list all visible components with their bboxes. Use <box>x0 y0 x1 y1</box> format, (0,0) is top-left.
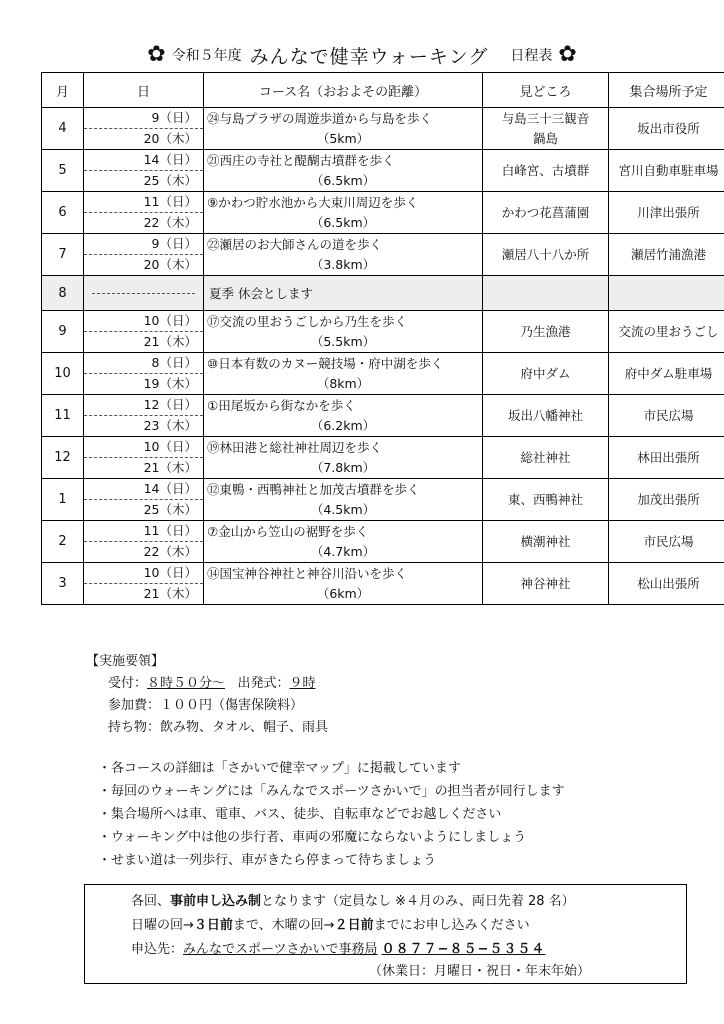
page-title <box>0 38 724 72</box>
sight-cell: 府中ダム <box>483 353 609 395</box>
course-name: ⑩日本有数のカヌー競技場・府中湖を歩く <box>207 355 444 371</box>
course-distance: （5km） <box>316 130 370 146</box>
sight-cell: 白峰宮、古墳群 <box>483 150 609 192</box>
box-text: 各回、 <box>131 894 171 909</box>
sight-cell: 横潮神社 <box>483 521 609 563</box>
table-row <box>42 521 724 563</box>
date-cell <box>84 150 204 192</box>
reception-line <box>86 673 646 695</box>
sight-cell <box>483 276 609 311</box>
place-cell: 林田出張所 <box>609 437 724 479</box>
course-cell <box>204 395 483 437</box>
flower-icon-right: ✿ <box>558 42 577 67</box>
advance-registration: 事前申し込み制 <box>170 894 262 909</box>
box-line-1 <box>131 891 575 913</box>
note-item: ・せまい道は一列歩行、車がきたら停まって待ちましょう <box>98 853 437 868</box>
box-text: 日曜の回→ <box>131 918 194 933</box>
course-cell <box>204 234 483 276</box>
course-cell <box>204 192 483 234</box>
course-cell <box>204 437 483 479</box>
course-cell <box>204 563 483 605</box>
date-sunday: 14（日） <box>84 150 203 171</box>
date-cell <box>84 395 204 437</box>
course-cell <box>204 521 483 563</box>
course-cell <box>204 108 483 150</box>
date-cell <box>84 479 204 521</box>
sight-cell: 東、西鴨神社 <box>483 479 609 521</box>
course-cell <box>204 150 483 192</box>
course-name: ⑨かわつ貯水池から大束川周辺を歩く <box>207 194 419 210</box>
date-sunday: 8（日） <box>84 353 203 374</box>
items-line: 持ち物：飲み物、タオル、帽子、雨具 <box>108 720 328 735</box>
course-distance: （4.7km） <box>310 543 376 559</box>
table-row <box>42 395 724 437</box>
month-cell: 10 <box>42 353 84 395</box>
date-thursday: 21（木） <box>143 586 197 601</box>
sight-cell: かわつ花菖蒲園 <box>483 192 609 234</box>
box-text: まで、木曜の回→ <box>232 918 335 933</box>
table-row <box>42 353 724 395</box>
date-thursday: 20（木） <box>143 257 197 272</box>
date-cell <box>84 521 204 563</box>
date-cell <box>84 234 204 276</box>
date-sunday: 9（日） <box>84 108 203 129</box>
header-course: コース名（おおよその距離） <box>204 73 483 108</box>
month-cell: 7 <box>42 234 84 276</box>
implementation-details <box>86 651 646 739</box>
depart-label: 出発式： <box>237 676 290 691</box>
fee-line: 参加費：１００円（傷害保険料） <box>108 698 304 713</box>
course-name: ㉔与島プラザの周遊歩道から与島を歩く <box>207 110 433 126</box>
note-item: ・集合場所へは車、電車、バス、徒歩、自転車などでお越しください <box>98 807 502 822</box>
place-cell <box>609 276 724 311</box>
details-heading: 【実施要領】 <box>86 654 165 669</box>
place-cell: 加茂出張所 <box>609 479 724 521</box>
course-cell <box>204 276 483 311</box>
table-row <box>42 276 724 311</box>
header-sight: 見どころ <box>483 73 609 108</box>
note-item: ・毎回のウォーキングには「みんなでスポーツさかいで」の担当者が同行します <box>98 784 565 799</box>
month-cell: 6 <box>42 192 84 234</box>
table-row <box>42 150 724 192</box>
box-text: 申込先： <box>131 942 184 957</box>
header-date: 日 <box>84 73 204 108</box>
note-item: ・各コースの詳細は「さかいで健幸マップ」に掲載しています <box>98 761 461 776</box>
course-cell <box>204 479 483 521</box>
box-text: となります（定員なし ※４月のみ、両日先着 28 名） <box>261 894 575 909</box>
schedule-table <box>41 72 724 605</box>
date-sunday: 10（日） <box>84 311 203 332</box>
course-distance: （8km） <box>316 375 370 391</box>
place-cell: 市民広場 <box>609 395 724 437</box>
date-sunday: 10（日） <box>84 437 203 458</box>
course-distance: （6.2km） <box>310 417 376 433</box>
month-cell: 4 <box>42 108 84 150</box>
sight-cell: 坂出八幡神社 <box>483 395 609 437</box>
header-place: 集合場所予定 <box>609 73 724 108</box>
sight-cell: 乃生漁港 <box>483 311 609 353</box>
course-distance: （6.5km） <box>310 214 376 230</box>
table-header-row <box>42 73 724 108</box>
title-main: みんなで健幸ウォーキング <box>249 45 489 68</box>
date-thursday: 22（木） <box>143 215 197 230</box>
date-thursday: 25（木） <box>143 502 197 517</box>
contact-phone: ０８７７−８５−５３５４ <box>381 942 546 957</box>
note-item: ・ウォーキング中は他の歩行者、車両の邪魔にならないようにしましょう <box>98 830 527 845</box>
course-name: ⑫東鴨・西鴨神社と加茂古墳群を歩く <box>207 481 420 497</box>
table-row <box>42 311 724 353</box>
depart-time: ９時 <box>289 676 316 691</box>
date-sunday: 11（日） <box>84 192 203 213</box>
date-cell <box>84 437 204 479</box>
table-row <box>42 479 724 521</box>
course-distance: （6km） <box>316 585 370 601</box>
month-cell: 1 <box>42 479 84 521</box>
date-sunday: 11（日） <box>84 521 203 542</box>
table-row <box>42 192 724 234</box>
table-row <box>42 437 724 479</box>
sight-cell: 与島三十三観音 鍋島 <box>483 108 609 150</box>
box-line-2 <box>131 915 530 937</box>
reception-time: ８時５０分～ <box>147 676 226 691</box>
course-name: ⑲林田港と総社神社周辺を歩く <box>207 439 383 455</box>
course-cell <box>204 311 483 353</box>
box-line-4: （休業日：月曜日・祝日・年末年始） <box>369 964 591 979</box>
month-cell: 11 <box>42 395 84 437</box>
course-name: ⑦金山から笠山の裾野を歩く <box>207 523 369 539</box>
month-cell: 9 <box>42 311 84 353</box>
table-row <box>42 563 724 605</box>
course-name: ①田尾坂から街なかを歩く <box>207 397 356 413</box>
box-line-3 <box>131 939 545 961</box>
course-distance: （3.8km） <box>310 256 376 272</box>
course-distance: （6.5km） <box>310 172 376 188</box>
header-month: 月 <box>42 73 84 108</box>
application-box <box>84 884 687 984</box>
flower-icon-left: ✿ <box>147 42 166 67</box>
thursday-deadline: ２日前 <box>334 918 374 933</box>
place-cell: 交流の里おうごし <box>609 311 724 353</box>
place-cell: 府中ダム駐車場 <box>609 353 724 395</box>
date-sunday: 9（日） <box>84 234 203 255</box>
place-cell: 瀬居竹浦漁港 <box>609 234 724 276</box>
course-name: ⑭国宝神谷神社と神谷川沿いを歩く <box>207 565 408 581</box>
place-cell: 川津出張所 <box>609 192 724 234</box>
table-row <box>42 234 724 276</box>
notes-list <box>98 757 688 872</box>
sight-cell: 総社神社 <box>483 437 609 479</box>
schedule-body <box>42 108 724 605</box>
date-thursday: 21（木） <box>143 460 197 475</box>
month-cell: 3 <box>42 563 84 605</box>
course-name: ㉑西庄の寺社と醍醐古墳群を歩く <box>207 152 395 168</box>
month-cell: 8 <box>42 276 84 311</box>
course-name: ⑰交流の里おうごしから乃生を歩く <box>207 313 408 329</box>
date-thursday: 21（木） <box>143 334 197 349</box>
reception-label: 受付： <box>108 676 148 691</box>
course-distance: （7.8km） <box>310 459 376 475</box>
month-cell: 2 <box>42 521 84 563</box>
date-cell <box>84 353 204 395</box>
date-sunday: 10（日） <box>84 563 203 584</box>
title-suffix: 日程表 <box>510 48 553 64</box>
date-thursday: 22（木） <box>143 544 197 559</box>
box-text: までにお申し込みください <box>373 918 530 933</box>
place-cell: 宮川自動車駐車場 <box>609 150 724 192</box>
month-cell: 12 <box>42 437 84 479</box>
month-cell: 5 <box>42 150 84 192</box>
place-cell: 坂出市役所 <box>609 108 724 150</box>
date-thursday: 19（木） <box>143 376 197 391</box>
date-cell <box>84 108 204 150</box>
date-sunday: 14（日） <box>84 479 203 500</box>
sight-cell: 瀬居八十八か所 <box>483 234 609 276</box>
date-cell <box>84 311 204 353</box>
date-cell <box>84 276 204 311</box>
date-thursday: 25（木） <box>143 173 197 188</box>
date-thursday: 20（木） <box>143 131 197 146</box>
contact-office: みんなでスポーツさかいで事務局 <box>183 942 378 957</box>
sight-cell: 神谷神社 <box>483 563 609 605</box>
course-name: ㉒瀬居のお大師さんの道を歩く <box>207 236 383 252</box>
sunday-deadline: ３日前 <box>193 918 233 933</box>
date-cell <box>84 563 204 605</box>
course-cell <box>204 353 483 395</box>
date-thursday: 23（木） <box>143 418 197 433</box>
recess-note: 夏季 休会とします <box>209 286 313 301</box>
title-year: 令和５年度 <box>171 48 242 64</box>
course-distance: （4.5km） <box>310 501 376 517</box>
course-distance: （5.5km） <box>310 333 376 349</box>
place-cell: 市民広場 <box>609 521 724 563</box>
date-sunday: 12（日） <box>84 395 203 416</box>
place-cell: 松山出張所 <box>609 563 724 605</box>
date-cell <box>84 192 204 234</box>
table-row <box>42 108 724 150</box>
